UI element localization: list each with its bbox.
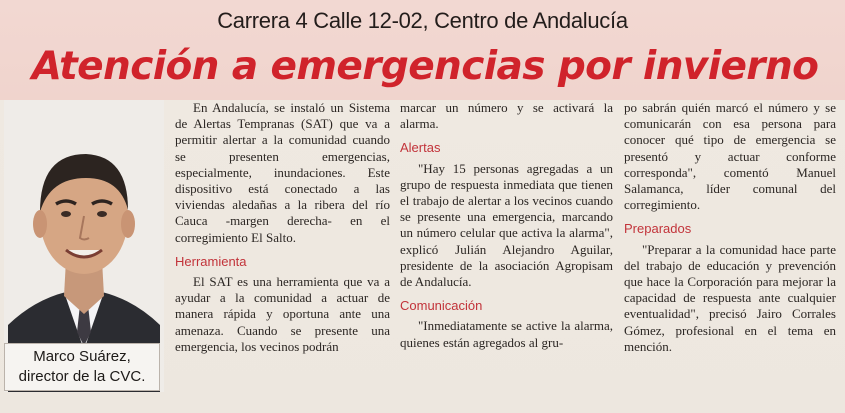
subheading-preparados: Preparados (624, 221, 692, 237)
headline: Atención a emergencias por invierno (31, 44, 819, 89)
paragraph: po sabrán quién marcó el número y se comunicarán con esa persona para conocer qué tipo de emergencia se presentó y actuar conforme corresponda", comentó Manuel Salamanca, líder comunal del corregimiento. (624, 100, 836, 213)
paragraph: "Inmediatamente se active la alarma, quienes están agregados al gru- (400, 318, 613, 350)
paragraph: "Hay 15 personas agregadas a un grupo de respuesta inmediata que tienen el trabajo de alertar a los vecinos cuando se presente una emergencia, marcando un número celular que activa la alarma", explicó Julián Alejandro Aguilar, presidente de la asociación Agropisam de Andalucía. (400, 160, 613, 290)
caption-name: Marco Suárez, (33, 348, 131, 365)
caption-role: director de la CVC. (18, 368, 146, 385)
subheading-herramienta: Herramienta (175, 253, 247, 269)
paragraph: En Andalucía, se instaló un Sistema de Alertas Tempranas (SAT) que va a permitir alertar a la comunidad cuando se presenten emergencias, especialmente, inundaciones. Este dispositivo está conectado a las viviendas aledañas a la ribera del río Cauca -margen derecha- en el corregimiento El Salto. (175, 100, 390, 245)
paragraph: "Preparar a la comunidad hace parte del trabajo de educación y prevención que hace la Corporación para mejorar la capacidad de respuesta ante cualquier eventualidad", precisó Jairo Corrales Gómez, profesional en el tema en mención. (624, 241, 836, 354)
text-column-1 (175, 100, 390, 355)
address-kicker: Carrera 4 Calle 12-02, Centro de Andalucía (217, 8, 628, 33)
paragraph: El SAT es una herramienta que va a ayudar a la comunidad a actuar de manera rápida y oportuna ante una amenaza. Cuando se presente una emergencia, los vecinos podrán (175, 274, 390, 354)
subheading-comunicacion: Comunicación (400, 298, 483, 314)
photo-caption (4, 343, 160, 391)
paragraph: marcar un número y se activará la alarma. (400, 100, 613, 132)
subheading-alertas: Alertas (400, 140, 441, 156)
text-column-2 (400, 100, 613, 351)
text-column-3 (624, 100, 836, 355)
